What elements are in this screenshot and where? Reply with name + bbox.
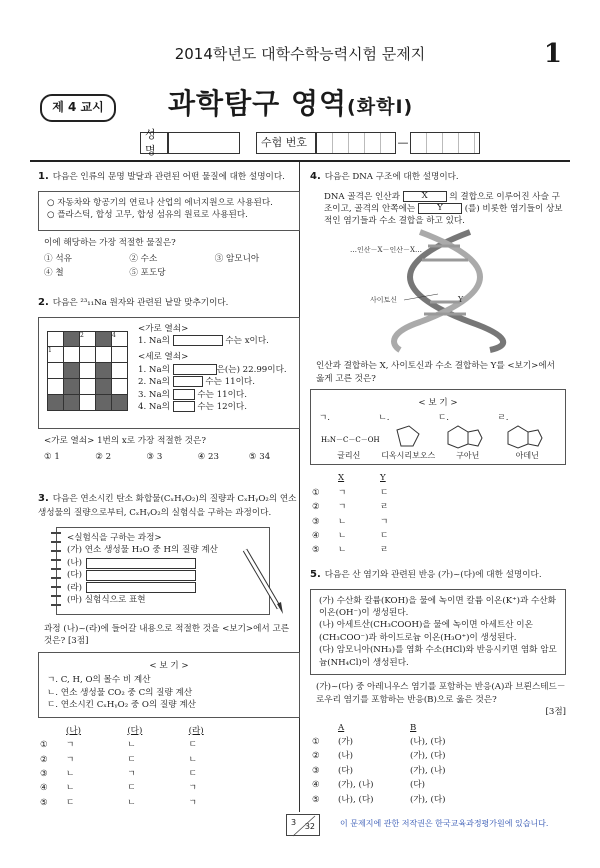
q4-question: 인산과 결합하는 X, 사이토신과 수소 결합하는 Y를 <보기>에서 옳게 고른 것은? — [316, 361, 555, 384]
session-badge: 제 4 교시 — [40, 94, 116, 122]
fig-cytosine-label: 사이토신 — [370, 295, 398, 304]
page-counter — [286, 814, 320, 836]
answer-row[interactable]: ③ ㄴ ㄱ — [312, 516, 389, 527]
q1-choice[interactable]: ① 석유 — [44, 253, 72, 264]
answer-header: A — [338, 722, 345, 733]
answer-row[interactable]: ② ㄱ ㄹ — [312, 502, 389, 513]
q1-box-line-1: ○ 자동차와 항공기의 연료나 산업의 에너지원으로 사용된다. — [47, 197, 273, 208]
blank-box — [173, 335, 223, 346]
answer-row[interactable]: ① ㄱ ㄴ ㄷ — [40, 740, 197, 751]
q5-stem: 다음은 산 염기와 관련된 반응 (가)~(다)에 대한 설명이다. — [324, 570, 542, 580]
fig-chain-label: …인산－X－인산－X… — [350, 245, 423, 254]
q2-choices — [44, 451, 300, 463]
blank-box — [173, 389, 195, 400]
bogi-structure: ㄱ. H₂N－C－C－OH 글리신 — [319, 412, 380, 461]
subject-title — [168, 84, 413, 125]
q1-box — [38, 191, 300, 231]
subject-sub: (화학Ⅰ) — [347, 96, 414, 118]
q2-question: <가로 열쇠> 1번의 x로 가장 적절한 것은? — [44, 435, 206, 446]
blank-box — [173, 364, 217, 375]
x-blank: X — [403, 191, 447, 202]
q3-answer-table — [38, 724, 248, 811]
blank-box — [173, 376, 203, 387]
bogi-item: ㄴ. 연소 생성물 CO₂ 중 C의 질량 계산 — [47, 687, 193, 698]
q5-question: (가)~(다) 중 아레니우스 염기를 포함하는 반응(A)과 브뢴스테드－로우리 염기를 포함하는 반응(B)으로 옳은 것은? — [316, 682, 566, 705]
answer-row[interactable]: ⑤ ㄴ ㄹ — [312, 545, 389, 556]
q1-choices — [44, 253, 300, 280]
q2-keys — [138, 323, 291, 423]
pencil-icon — [241, 546, 285, 616]
q1-number: 1. — [38, 171, 49, 182]
notebook-rings-icon — [51, 532, 61, 610]
grid-label: 2 — [80, 331, 96, 347]
name-label: 성명 — [140, 132, 168, 154]
question-1 — [38, 170, 300, 280]
q1-question: 이에 해당하는 가장 적절한 물질은? — [44, 237, 176, 248]
q5-box-line: (다) 암모니아(NH₃)를 염화 수소(HCl)와 반응시키면 염화 암모늄(NH₄Cl)이 생성된다. — [319, 645, 557, 668]
q5-box — [310, 589, 566, 676]
q2-stem: 다음은 ²³₁₁Na 원자와 관련된 낱말 맞추기이다. — [52, 298, 229, 308]
crossword-grid — [47, 331, 128, 411]
exam-no-field-2[interactable] — [410, 132, 480, 154]
q5-box-line: (나) 아세트산(CH₃COOH)을 물에 녹이면 아세트산 이온 (CH₃COO⁻)과 하이드로늄 이온(H₃O⁺)이 생성된다. — [319, 620, 533, 643]
exam-no-dash: — — [397, 136, 409, 150]
name-field[interactable] — [168, 132, 240, 154]
answer-row[interactable]: ② ㄱ ㄷ ㄴ — [40, 754, 197, 765]
molecule-icon — [498, 424, 548, 450]
q1-choice[interactable]: ② 수소 — [129, 253, 158, 264]
q3-notebook — [56, 527, 270, 615]
q1-box-line-2: ○ 플라스틱, 합성 고무, 합성 섬유의 원료로 사용된다. — [47, 209, 248, 220]
q1-choice[interactable]: ③ 암모니아 — [214, 253, 260, 264]
q4-description: DNA 골격은 인산과 X 의 결합으로 이루어진 사슬 구조이고, 골격의 안쪽에는 Y (를) 비롯한 염기들이 상보적인 염기들과 수소 결합을 하고 있다. — [324, 190, 563, 227]
across-title: <가로 열쇠> — [138, 323, 189, 334]
subject-main: 과학탐구 영역 — [168, 87, 348, 120]
identity-row — [140, 128, 480, 157]
down-title: <세로 열쇠> — [138, 352, 189, 363]
spacer — [240, 132, 256, 154]
answer-row[interactable]: ⑤ (나), (다) (가), (다) — [312, 794, 446, 805]
notebook-step: (다) — [67, 569, 259, 581]
grid-label: 4 — [112, 331, 128, 347]
bogi-structure: ㄴ. 디옥시리보오스 — [378, 412, 436, 461]
question-4 — [310, 170, 566, 558]
q5-box-line: (가) 수산화 칼륨(KOH)을 물에 녹이면 칼륨 이온(K⁺)과 수산화 이온(OH⁻)이 생성된다. — [319, 595, 556, 618]
answer-row[interactable]: ② (나) (가), (다) — [312, 751, 446, 762]
answer-header: (나) — [66, 725, 82, 736]
answer-header: X — [338, 473, 345, 484]
bogi-item: ㄷ. 연소시킨 CₓHᵧO₂ 중 O의 질량 계산 — [47, 700, 196, 711]
copyright-notice: 이 문제지에 관한 저작권은 한국교육과정평가원에 있습니다. — [340, 819, 549, 828]
answer-row[interactable]: ④ ㄴ ㄷ — [312, 531, 389, 542]
y-blank: Y — [418, 203, 462, 214]
q2-choice[interactable]: ④ 23 — [197, 451, 219, 462]
q3-number: 3. — [38, 493, 49, 504]
notebook-step: (라) — [67, 582, 259, 594]
q2-number: 2. — [38, 297, 49, 308]
answer-row[interactable]: ④ ㄴ ㄷ ㄱ — [40, 783, 197, 794]
q2-choice[interactable]: ① 1 — [44, 451, 60, 462]
q4-answer-table — [310, 471, 420, 558]
fig-y-label: Y — [458, 294, 464, 304]
q2-choice[interactable]: ⑤ 34 — [248, 451, 271, 462]
question-3 — [38, 492, 300, 810]
down-key: 2. Na의 수는 11이다. — [138, 377, 255, 388]
q1-choice[interactable]: ④ 철 — [44, 268, 64, 279]
down-key: 3. Na의 수는 11이다. — [138, 389, 247, 400]
header-divider — [30, 160, 570, 162]
svg-text:H₂N－C－C－OH: H₂N－C－C－OH — [321, 436, 380, 445]
answer-header: (라) — [188, 725, 204, 736]
q5-number: 5. — [310, 569, 321, 580]
page-number: 1 — [543, 39, 562, 69]
blank-box — [86, 570, 196, 581]
down-key: 4. Na의 수는 12이다. — [138, 402, 247, 413]
blank-box — [86, 558, 196, 569]
answer-row[interactable]: ① ㄱ ㄷ — [312, 487, 389, 498]
q5-points: [3점] — [545, 707, 566, 718]
exam-title: 2014학년도 대학수학능력시험 문제지 — [174, 45, 426, 63]
answer-header: Y — [380, 473, 386, 484]
page-current: 3 — [291, 818, 297, 827]
bogi-title: < 보 기 > — [418, 398, 458, 409]
answer-header: B — [410, 722, 417, 733]
exam-no-field-1[interactable] — [316, 132, 396, 154]
grid-label: 1 — [48, 347, 64, 363]
bogi-structures — [319, 412, 557, 464]
answer-row[interactable]: ④ (가), (나) (다) — [312, 780, 426, 791]
bogi-structure: ㄷ. 구아닌 — [438, 412, 498, 464]
q4-number: 4. — [310, 171, 321, 182]
blank-box — [86, 582, 196, 593]
q5-answer-table — [310, 721, 480, 808]
answer-header: (다) — [127, 725, 143, 736]
question-5 — [310, 568, 566, 807]
q3-question: 과정 (나)~(라)에 들어갈 내용으로 적절한 것을 <보기>에서 고른 것은? [3점] — [44, 623, 290, 647]
molecule-icon — [438, 424, 488, 450]
answer-row[interactable]: ③ (다) (가), (나) — [312, 765, 446, 776]
notebook-step: (나) — [67, 557, 259, 569]
q3-bogi — [38, 652, 300, 718]
blank-box — [173, 401, 195, 412]
exam-no-label: 수험 번호 — [256, 132, 316, 154]
answer-row[interactable]: ① (가) (나), (다) — [312, 737, 446, 748]
q2-choice[interactable]: ② 2 — [95, 451, 112, 462]
bogi-title: < 보 기 > — [149, 660, 189, 671]
q1-stem: 다음은 인류의 문명 발달과 관련된 어떤 물질에 대한 설명이다. — [52, 172, 285, 182]
q4-stem: 다음은 DNA 구조에 대한 설명이다. — [324, 172, 459, 182]
answer-row[interactable]: ⑤ ㄷ ㄴ ㄱ — [40, 797, 197, 808]
bogi-item: ㄱ. C, H, O의 몰수 비 계산 — [47, 675, 151, 686]
q1-choice[interactable]: ⑤ 포도당 — [129, 268, 166, 279]
bogi-structure: ㄹ. 아데닌 — [498, 412, 558, 464]
across-key: 1. Na의 수는 x이다. — [138, 335, 269, 346]
notebook-step: (가) 연소 생성물 H₂O 중 H의 질량 계산 — [67, 545, 218, 556]
notebook-step: (마) 실험식으로 표현 — [67, 595, 146, 606]
q3-stem: 다음은 연소시킨 탄소 화합물(CₓHᵧO₂)의 질량과 CₓHᵧO₂의 연소 생성물의 질량으로부터, CₓHᵧO₂의 실험식을 구하는 과정이다. — [38, 494, 297, 518]
q2-choice[interactable]: ③ 3 — [146, 451, 163, 462]
answer-row[interactable]: ③ ㄴ ㄱ ㄷ — [40, 769, 197, 780]
q4-bogi — [310, 389, 566, 465]
question-2 — [38, 296, 300, 463]
molecule-icon — [379, 424, 429, 450]
dna-figure — [310, 232, 566, 350]
down-key: 1. Na의 은(는) 22.99이다. — [138, 364, 287, 375]
page-total: 32 — [304, 822, 315, 832]
q2-box — [38, 317, 300, 429]
notebook-title: <실험식을 구하는 과정> — [67, 532, 162, 543]
